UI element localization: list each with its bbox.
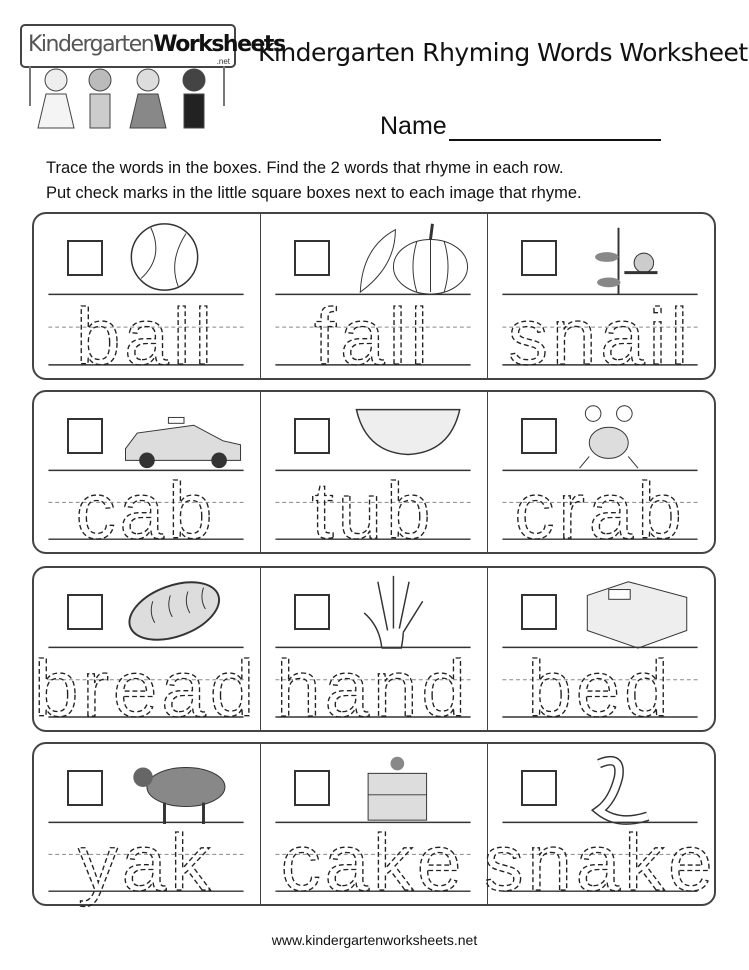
name-field[interactable]	[380, 112, 661, 141]
tracing-word: bread	[33, 644, 259, 734]
word-row	[32, 566, 716, 732]
tracing-lines[interactable]	[500, 392, 700, 556]
footer-url: www.kindergartenworksheets.net	[271, 932, 478, 948]
word-cell-ball	[34, 214, 261, 381]
word-cell-crab	[488, 392, 714, 556]
logo-suffix: .net	[216, 57, 230, 66]
word-cell-bread	[33, 568, 261, 734]
word-row	[32, 742, 716, 906]
tracing-word: ball	[75, 291, 217, 381]
name-label: Name	[380, 112, 447, 140]
tracing-lines[interactable]	[273, 568, 473, 734]
tracing-word: crab	[514, 466, 686, 556]
tracing-word: snail	[507, 291, 693, 381]
word-cell-snail	[488, 214, 714, 381]
tracing-word: fall	[314, 291, 432, 381]
word-cell-bed	[488, 568, 714, 734]
logo	[18, 14, 285, 142]
tracing-word: bed	[527, 644, 673, 734]
instruction-line: Trace the words in the boxes. Find the 2 words that rhyme in each row.	[46, 159, 564, 177]
page-title: Kindergarten Rhyming Words Worksheet	[258, 38, 748, 67]
word-cell-yak	[34, 744, 261, 908]
tracing-lines[interactable]	[273, 214, 473, 381]
word-cell-tub	[261, 392, 488, 556]
tracing-lines[interactable]	[500, 568, 700, 734]
tracing-lines[interactable]	[483, 744, 717, 908]
instruction-line: Put check marks in the little square boxes next to each image that rhyme.	[46, 184, 582, 202]
tracing-word: tub	[311, 466, 435, 556]
tracing-word: cake	[280, 818, 466, 908]
word-cell-snake	[483, 744, 717, 908]
word-cell-cake	[261, 744, 488, 908]
tracing-lines[interactable]	[500, 214, 700, 381]
word-cell-fall	[261, 214, 488, 381]
tracing-word: yak	[77, 818, 215, 908]
kids-illustration	[18, 66, 236, 142]
tracing-lines[interactable]	[46, 392, 246, 556]
logo-sign	[20, 24, 285, 68]
tracing-word: hand	[276, 644, 470, 734]
tracing-lines[interactable]	[273, 392, 473, 556]
tracing-lines[interactable]	[33, 568, 259, 734]
word-row	[32, 212, 716, 380]
tracing-lines[interactable]	[46, 744, 246, 908]
logo-text: KindergartenWorksheets	[28, 32, 285, 57]
tracing-word: snake	[483, 818, 717, 908]
tracing-lines[interactable]	[46, 214, 246, 381]
tracing-word: cab	[75, 466, 217, 556]
name-line[interactable]	[449, 115, 661, 141]
word-cell-hand	[261, 568, 488, 734]
tracing-lines[interactable]	[273, 744, 473, 908]
word-cell-cab	[34, 392, 261, 556]
instructions	[46, 156, 582, 206]
word-row	[32, 390, 716, 554]
